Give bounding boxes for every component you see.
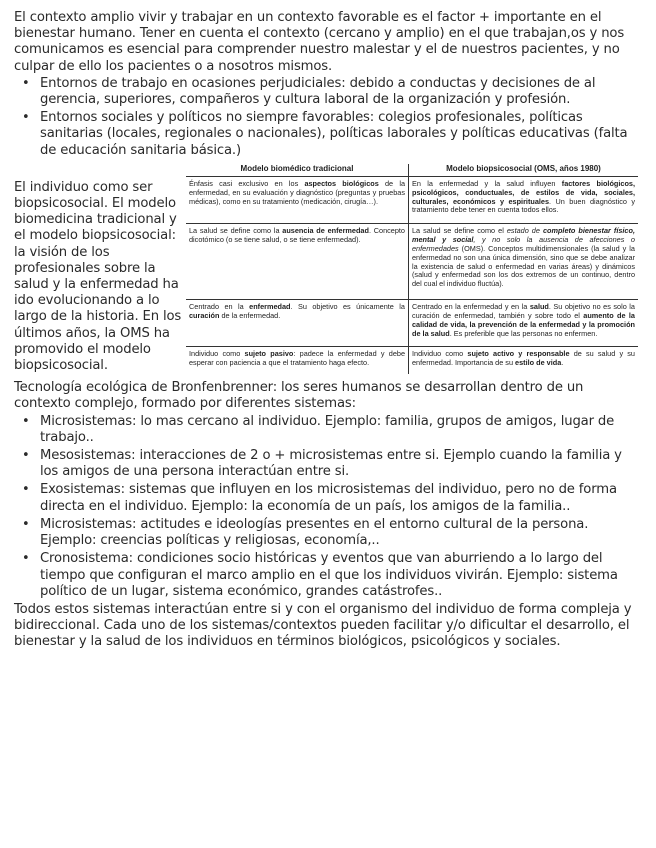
- bullet-microsystems: • Microsistemas: lo mas cercano al individuo. Ejemplo: familia, grupos de amigos, lugar de trabajo..: [14, 414, 642, 446]
- ecology-paragraph: Tecnología ecológica de Bronfenbrenner: los seres humanos se desarrollan dentro de un contexto complejo, formado por diferentes sistemas:: [14, 380, 584, 412]
- biopsychosocial-side-note: El individuo como ser biopsicosocial. El modelo biomedicina tradicional y el modelo biopsicosocial: la visión de los profesionales sobre la salud y la enfermedad ha ido evolucionando a lo largo de la historia. En los últimos años, la OMS ha promovido el modelo biopsicosocial.: [14, 179, 182, 374]
- table-row: [186, 176, 638, 223]
- bullet-social-political-environment: • Entornos sociales y políticos no siempre favorables: colegios profesionales, políticas sanitarias (locales, regionales o nacionales), políticas laborales y políticas educativas (falta de educación sanitaria básica.): [14, 110, 642, 159]
- table-row: [186, 347, 638, 374]
- ecology-closing-paragraph: Todos estos sistemas interactúan entre si y con el organismo del individuo de forma compleja y bidireccional. Cada uno de los sistemas/contextos pueden facilitar y/o dificultar el desarrollo, el bienestar y la salud de los individuos en términos biológicos, psicológicos y sociales.: [14, 601, 632, 650]
- table-cell-biopsychosocial: Individuo como sujeto activo y responsable de su salud y su enfermedad. Importancia de su estilo de vida.: [412, 349, 635, 368]
- table-cell-biopsychosocial: La salud se define como el estado de completo bienestar físico, mental y social, y no solo la ausencia de afecciones o enfermedades (OMS). Conceptos multidimensionales (la salud y la enfermedad no son una única dimensión, sino que se debe analizar la existencia de salud o enfermedad en varias áreas) y dinámicos (salud y enfermedad son los dos extremos de un continuo, dentro del cual el individuo fluctúa).: [409, 223, 639, 299]
- table-cell-biomedical: La salud se define como la ausencia de enfermedad. Concepto dicotómico (o se tiene salud, o se tiene enfermedad).: [186, 223, 409, 299]
- table-row: [186, 300, 638, 347]
- bullet-work-environment: • Entornos de trabajo en ocasiones perjudiciales: debido a conductas y decisiones de al gerencia, superiores, compañeros y cultura laboral de la organización y profesión.: [14, 76, 642, 108]
- table-cell-biomedical: Énfasis casi exclusivo en los aspectos biológicos de la enfermedad, en su evaluación y diagnóstico (preguntas y pruebas médicas), como en su tratamiento (medicación, cirugía…).: [186, 176, 409, 223]
- table-cell-biomedical: Centrado en la enfermedad. Su objetivo es únicamente la curación de la enfermedad.: [186, 300, 409, 347]
- ecology-bullet-list: [14, 414, 642, 600]
- context-bullet-list: [14, 76, 642, 159]
- bullet-exosystems: • Exosistemas: sistemas que influyen en los microsistemas del individuo, pero no de forma directa en el individuo. Ejemplo: la economía de un país, los amigos de la familia..: [14, 482, 642, 514]
- bullet-chronosystem: • Cronosistema: condiciones socio históricas y eventos que van aburriendo a lo largo del tiempo que configuran el marco amplio en el que los individuos vivirán. Ejemplo: sistema político de un lugar, sistema económico, grandes catástrofes..: [14, 551, 642, 600]
- header-biomedical: Modelo biomédico tradicional: [186, 164, 409, 176]
- context-section: [14, 10, 642, 159]
- table-cell-biopsychosocial: Centrado en la enfermedad y en la salud. Su objetivo no es solo la curación de enfermedad, también y sobre todo el aumento de la calidad de vida, la prevención de la enfermedad y la promoción de la salud. Es preferible que las personas no enfermen.: [409, 300, 639, 347]
- ecology-section: [14, 380, 642, 650]
- table-cell-biopsychosocial: En la enfermedad y la salud influyen factores biológicos, psicológicos, conductuales, de estilos de vida, sociales, culturales, económicos y espirituales. Un buen diagnóstico y tratamiento debe tener en cuenta todos ellos.: [409, 176, 639, 223]
- table-header-row: [186, 164, 638, 176]
- context-paragraph: El contexto amplio vivir y trabajar en un contexto favorable es el factor + importante en el bienestar humano. Tener en cuenta el contexto (cercano y amplio) en el que trabajan,os y nos comunicamos es esencial para comprender nuestro malestar y el de nuestros pacientes, y no culpar de ello los pacientes o a nosotros mismos.: [14, 10, 625, 74]
- model-comparison-section: [14, 164, 642, 374]
- bullet-mesosystems: • Mesosistemas: interacciones de 2 o + microsistemas entre si. Ejemplo cuando la familia y los amigos de una persona interactúan entre si.: [14, 448, 642, 480]
- bullet-macrosystems: • Microsistemas: actitudes e ideologías presentes en el entorno cultural de la persona. Ejemplo: creencias políticas y religiosas, economía,..: [14, 517, 642, 549]
- table-row: [186, 223, 638, 299]
- table-cell-biomedical: Individuo como sujeto pasivo: padece la enfermedad y debe esperar con paciencia a que el tratamiento haga efecto.: [186, 347, 409, 374]
- model-comparison-table: [186, 164, 638, 374]
- header-biopsychosocial: Modelo biopsicosocial (OMS, años 1980): [409, 164, 639, 176]
